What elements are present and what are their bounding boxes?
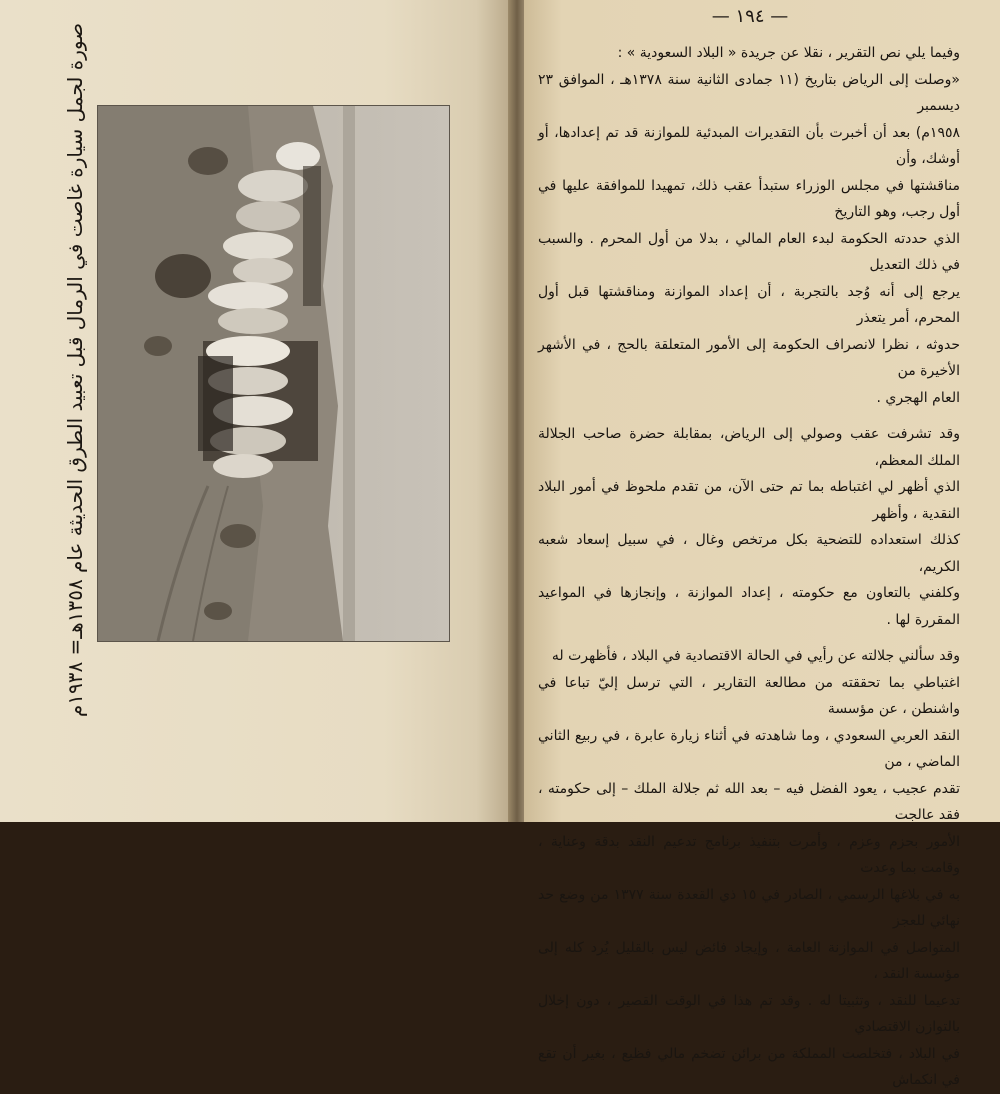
text-line: تدعيما للنقد ، وتثبيتا له . وقد تم هذا في الوقت القصير ، دون إخلال بالتوازن الاقتصادي — [538, 992, 960, 1035]
photo-caption-text: صورة لجمل سيارة غاصت في الرمال قبل تعبيد الطرق الحديثة عام ١٣٥٨هـ= ١٩٣٨م — [63, 22, 87, 718]
text-line: تقدم عجيب ، يعود الفضل فيه – بعد الله ثم جلالة الملك – إلى حكومته ، فقد عالجت — [538, 780, 960, 823]
text-line: مناقشتها في مجلس الوزراء ستبدأ عقب ذلك، تمهيدا للموافقة عليها في أول رجب، وهو التاريخ — [538, 177, 960, 220]
photo-caption — [60, 22, 90, 718]
text-line: «وصلت إلى الرياض بتاريخ (١١ جمادى الثانية سنة ١٣٧٨هـ ، الموافق ٢٣ ديسمبر — [538, 71, 961, 114]
text-line: يرجع إلى أنه وُجد بالتجربة ، أن إعداد الموازنة ومناقشتها قبل أول المحرم، أمر يتعذر — [538, 283, 960, 326]
desert-scene-image — [98, 106, 449, 641]
historical-photo — [97, 105, 450, 642]
page-number: — ١٩٤ — — [711, 6, 789, 27]
text-line: العام الهجري . — [876, 389, 960, 406]
text-line: الذي حددته الحكومة لبدء العام المالي ، بدلا من أول المحرم . والسبب في ذلك التعديل — [538, 230, 960, 273]
text-line: الذي أظهر لي اغتباطه بما تم حتى الآن، من تقدم ملحوظ في أمور البلاد النقدية ، وأظهر — [538, 479, 960, 522]
text-line: كذلك استعداده للتضحية بكل مرتخص وغال ، في سبيل إسعاد شعبه الكريم، — [538, 532, 960, 575]
text-line: وقد تشرفت عقب وصولي إلى الرياض، بمقابلة حضرة صاحب الجلالة الملك المعظم، — [538, 426, 960, 469]
text-line: وفيما يلي نص التقرير ، نقلا عن جريدة « البلاد السعودية » : — [617, 45, 960, 61]
text-line: به في بلاغها الرسمي ، الصادر في ١٥ ذي القعدة سنة ١٣٧٧ من وضع حد نهائي للعجز — [538, 886, 960, 929]
article-text — [538, 40, 961, 1088]
text-line: وقد سألني جلالته عن رأيي في الحالة الاقتصادية في البلاد ، فأظهرت له — [551, 648, 960, 664]
text-line: وكلفني بالتعاون مع حكومته ، إعداد الموازنة ، وإنجازها في المواعيد المقررة لها . — [538, 585, 960, 628]
text-line: ١٩٥٨م) بعد أن أخبرت بأن التقديرات المبدئية للموازنة قد تم إعدادها، أو أوشك، وأن — [538, 124, 960, 167]
text-line: المتواصل في الموازنة العامة ، وإيجاد فائض ليس بالقليل يُرد كله إلى مؤسسة النقد ، — [538, 939, 960, 982]
text-line: حدوثه ، نظرا لانصراف الحكومة إلى الأمور المتعلقة بالحج ، في الأشهر الأخيرة من — [538, 336, 960, 379]
text-line: في البلاد ، فتخلصت المملكة من برائن تضخم مالي فظيع ، بغير أن تقع في انكماش — [538, 1045, 960, 1088]
text-line: اغتباطي بما تحققته من مطالعة التقارير ، التي ترسل إليّ تباعا في واشنطن ، عن مؤسسة — [538, 674, 960, 717]
text-line: الأمور بحزم وعزم ، وأمرت بتنفيذ برنامج تدعيم النقد بدقة وعناية ، وقامت بما وعدت — [538, 833, 960, 876]
left-page — [0, 0, 512, 822]
text-line: النقد العربي السعودي ، وما شاهدته في أثناء زيارة عابرة ، في ربيع الثاني الماضي ، من — [538, 727, 960, 770]
